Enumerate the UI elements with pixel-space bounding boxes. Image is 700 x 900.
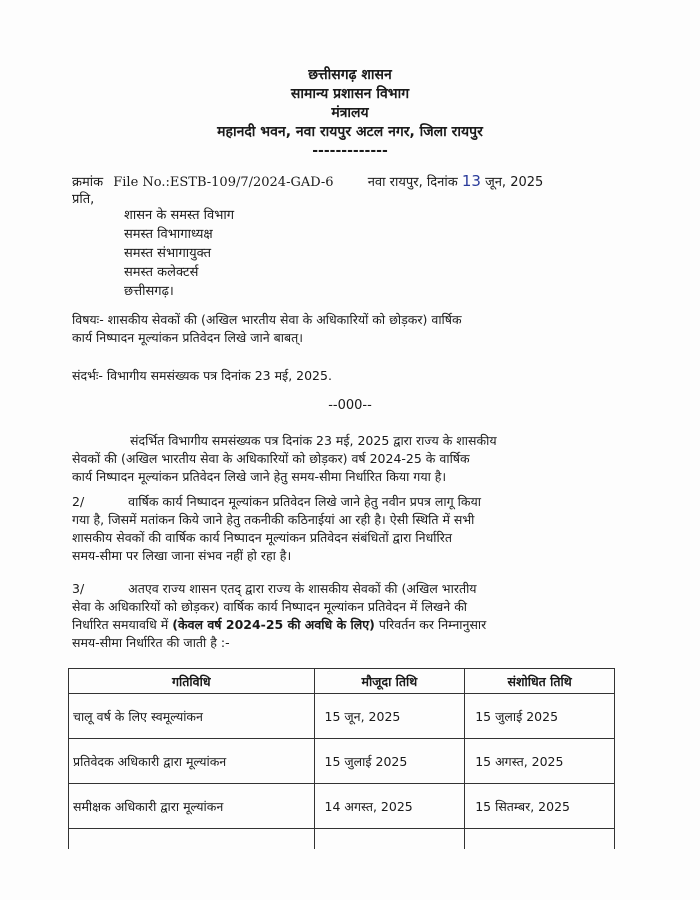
table-row bbox=[69, 739, 615, 784]
existing-date-cell: 14 अगस्त, 2025 bbox=[314, 784, 465, 829]
letterhead-address: महानदी भवन, नवा रायपुर अटल नगर, जिला रायपुर bbox=[217, 124, 483, 140]
paragraph-line: कार्य निष्पादन मूल्यांकन प्रतिवेदन लिखे जाने हेतु समय-सीमा निर्धारित किया गया है। bbox=[72, 469, 447, 484]
recipients-list bbox=[124, 206, 234, 301]
activity-cell: प्रतिवेदक अधिकारी द्वारा मूल्यांकन bbox=[69, 739, 315, 784]
place-date-prefix: नवा रायपुर, दिनांक bbox=[367, 175, 458, 190]
paragraph-emphasis: (केवल वर्ष 2024-25 की अवधि के लिए) bbox=[172, 617, 375, 632]
reference-line bbox=[72, 172, 543, 190]
prati-label: प्रति, bbox=[72, 192, 95, 207]
paragraph-line: संदर्भित विभागीय समसंख्यक पत्र दिनांक 23 मई, 2025 द्वारा राज्य के शासकीय bbox=[130, 433, 497, 448]
revised-date-cell: 15 अगस्त, 2025 bbox=[465, 739, 615, 784]
schedule-table bbox=[68, 668, 615, 849]
table-row-partial bbox=[69, 829, 615, 850]
revised-date-cell: 15 जुलाई 2025 bbox=[465, 694, 615, 739]
section-divider: --000-- bbox=[328, 398, 372, 413]
activity-cell: चालू वर्ष के लिए स्वमूल्यांकन bbox=[69, 694, 315, 739]
date-day: 13 bbox=[461, 172, 481, 190]
paragraph-line: समय-सीमा निर्धारित की जाती है :- bbox=[72, 635, 230, 650]
subject-line: विषयः- शासकीय सेवकों की (अखिल भारतीय सेवा के अधिकारियों को छोड़कर) वार्षिक bbox=[72, 312, 462, 327]
recipient-item: शासन के समस्त विभाग bbox=[124, 208, 235, 223]
activity-cell: समीक्षक अधिकारी द्वारा मूल्यांकन bbox=[69, 784, 315, 829]
recipient-item: समस्त विभागाध्यक्ष bbox=[124, 227, 213, 242]
reference-note: संदर्भः- विभागीय समसंख्यक पत्र दिनांक 23 मई, 2025. bbox=[72, 368, 332, 383]
paragraph-number: 2/ bbox=[72, 494, 85, 509]
letterhead-ministry: मंत्रालय bbox=[331, 105, 369, 121]
paragraph-line: परिवर्तन कर निम्नानुसार bbox=[374, 617, 487, 632]
paragraph-line: गया है, जिसमें मतांकन किये जाने हेतु तकनीकी कठिनाईयां आ रही है। ऐसी स्थिति में सभी bbox=[72, 512, 475, 527]
kramank-label: क्रमांक bbox=[72, 175, 104, 190]
paragraph-1 bbox=[72, 432, 630, 486]
recipient-item: छत्तीसगढ़। bbox=[124, 284, 174, 299]
paragraph-line: सेवकों की (अखिल भारतीय सेवा के अधिकारियों को छोड़कर) वर्ष 2024-25 के वार्षिक bbox=[72, 451, 470, 466]
paragraph-number: 3/ bbox=[72, 581, 85, 596]
table-header-row bbox=[69, 669, 615, 694]
letterhead-department: सामान्य प्रशासन विभाग bbox=[290, 86, 410, 102]
existing-date-cell: 15 जुलाई 2025 bbox=[314, 739, 465, 784]
paragraph-line: अतएव राज्य शासन एतद् द्वारा राज्य के शासकीय सेवकों की (अखिल भारतीय bbox=[128, 581, 477, 596]
letterhead-rule: ------------- bbox=[312, 143, 388, 159]
paragraph-line: वार्षिक कार्य निष्पादन मूल्यांकन प्रतिवेदन लिखे जाने हेतु नवीन प्रपत्र लागू किया bbox=[128, 494, 481, 509]
recipient-item: समस्त कलेक्टर्स bbox=[124, 265, 199, 280]
table-row bbox=[69, 784, 615, 829]
paragraph-3 bbox=[72, 580, 630, 652]
revised-date-cell: 15 सितम्बर, 2025 bbox=[465, 784, 615, 829]
paragraph-line: सेवा के अधिकारियों को छोड़कर) वार्षिक कार्य निष्पादन मूल्यांकन प्रतिवेदन में लिखने की bbox=[72, 599, 468, 614]
letterhead-government: छत्तीसगढ़ शासन bbox=[308, 67, 392, 83]
table-row bbox=[69, 694, 615, 739]
paragraph-2 bbox=[72, 493, 630, 565]
subject bbox=[72, 311, 630, 347]
letterhead bbox=[0, 66, 700, 161]
column-header-existing-date: मौजूदा तिथि bbox=[314, 669, 465, 694]
existing-date-cell: 15 जून, 2025 bbox=[314, 694, 465, 739]
paragraph-line: शासकीय सेवकों की वार्षिक कार्य निष्पादन मूल्यांकन प्रतिवेदन संबंधितों द्वारा निर्धारित bbox=[72, 530, 452, 545]
paragraph-line: समय-सीमा पर लिखा जाना संभव नहीं हो रहा है। bbox=[72, 548, 292, 563]
column-header-revised-date: संशोधित तिथि bbox=[465, 669, 615, 694]
file-number: File No.:ESTB-109/7/2024-GAD-6 bbox=[113, 175, 334, 190]
date-month-year: जून, 2025 bbox=[485, 175, 544, 190]
paragraph-line: निर्धारित समयावधि में bbox=[72, 617, 173, 632]
subject-line: कार्य निष्पादन मूल्यांकन प्रतिवेदन लिखे जाने बाबत्। bbox=[72, 330, 304, 345]
column-header-activity: गतिविधि bbox=[69, 669, 315, 694]
recipient-item: समस्त संभागायुक्त bbox=[124, 246, 212, 261]
